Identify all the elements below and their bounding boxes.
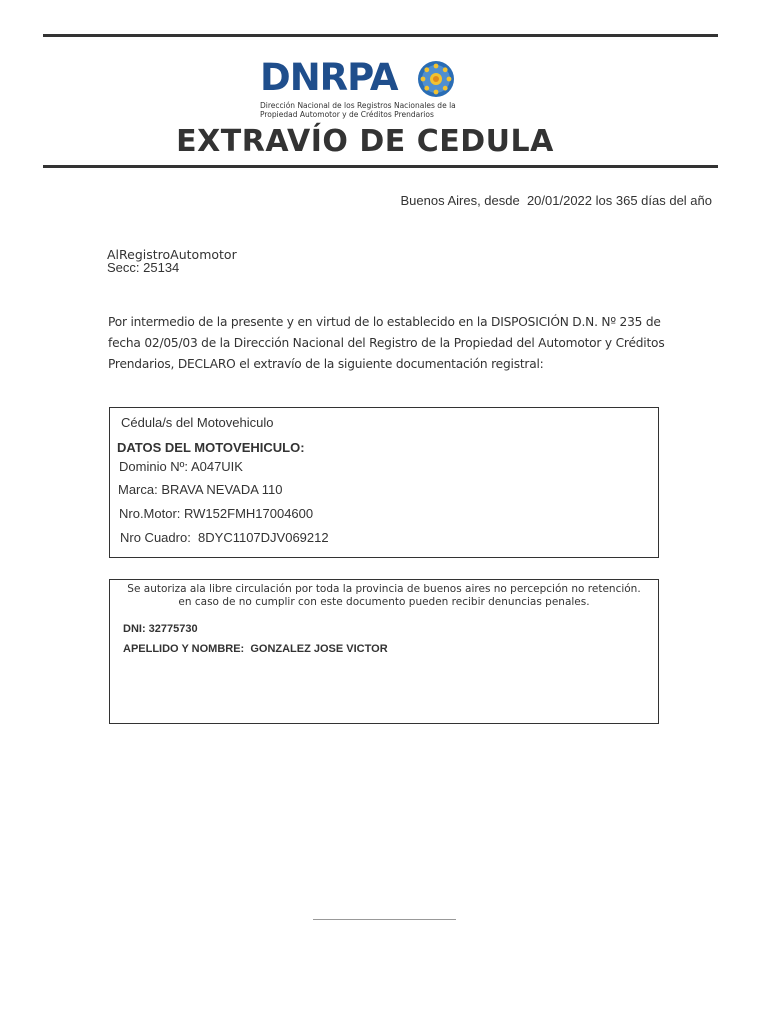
bottom-rule bbox=[43, 165, 718, 168]
addressee-section: Secc: 25134 bbox=[107, 260, 180, 275]
motor-field: Nro.Motor: RW152FMH17004600 bbox=[119, 506, 314, 521]
date-line: Buenos Aires, desde 20/01/2022 los 365 días del año bbox=[400, 193, 712, 208]
logo-subtitle-line1: Dirección Nacional de los Registros Nacionales de la bbox=[260, 101, 456, 110]
owner-data-box bbox=[109, 579, 659, 724]
logo-subtitle-line2: Propiedad Automotor y de Créditos Prendarios bbox=[260, 110, 434, 119]
addressee-registry: AlRegistroAutomotor bbox=[107, 247, 237, 262]
document-type: Cédula/s del Motovehiculo bbox=[121, 415, 274, 430]
notice-line2: en caso de no cumplir con este documento pueden recibir denuncias penales. bbox=[178, 596, 590, 608]
vehicle-data-heading: DATOS DEL MOTOVEHICULO: bbox=[117, 440, 305, 455]
document-title: EXTRAVÍO DE CEDULA bbox=[176, 124, 554, 159]
vehicle-data-box bbox=[109, 407, 659, 558]
top-rule bbox=[43, 34, 718, 37]
dnrpa-logo bbox=[260, 58, 460, 124]
cuadro-field: Nro Cuadro: 8DYC1107DJV069212 bbox=[120, 530, 329, 545]
declaration-paragraph: Por intermedio de la presente y en virtud de lo establecido en la DISPOSICIÓN D.N. Nº 235 de fecha 02/05/03 de la Dirección Nacional del Registro de la Propiedad del Automotor y Créditos Prendarios, DECLARO el extravío de la siguiente documentación registral: bbox=[108, 315, 665, 371]
owner-name-field: APELLIDO Y NOMBRE: GONZALEZ JOSE VICTOR bbox=[123, 643, 388, 655]
logo-wordmark: DNRPA bbox=[260, 56, 398, 99]
notice-line1: Se autoriza ala libre circulación por toda la provincia de buenos aires no percepción no retención. bbox=[127, 583, 641, 595]
dominio-field: Dominio Nº: A047UIK bbox=[119, 459, 243, 474]
addressee bbox=[107, 248, 237, 274]
signature-line bbox=[313, 919, 456, 920]
logo-subtitle bbox=[260, 101, 480, 119]
dni-field: DNI: 32775730 bbox=[123, 623, 198, 635]
seal-icon bbox=[417, 60, 455, 98]
circulation-notice bbox=[110, 583, 658, 609]
marca-field: Marca: BRAVA NEVADA 110 bbox=[118, 482, 283, 497]
